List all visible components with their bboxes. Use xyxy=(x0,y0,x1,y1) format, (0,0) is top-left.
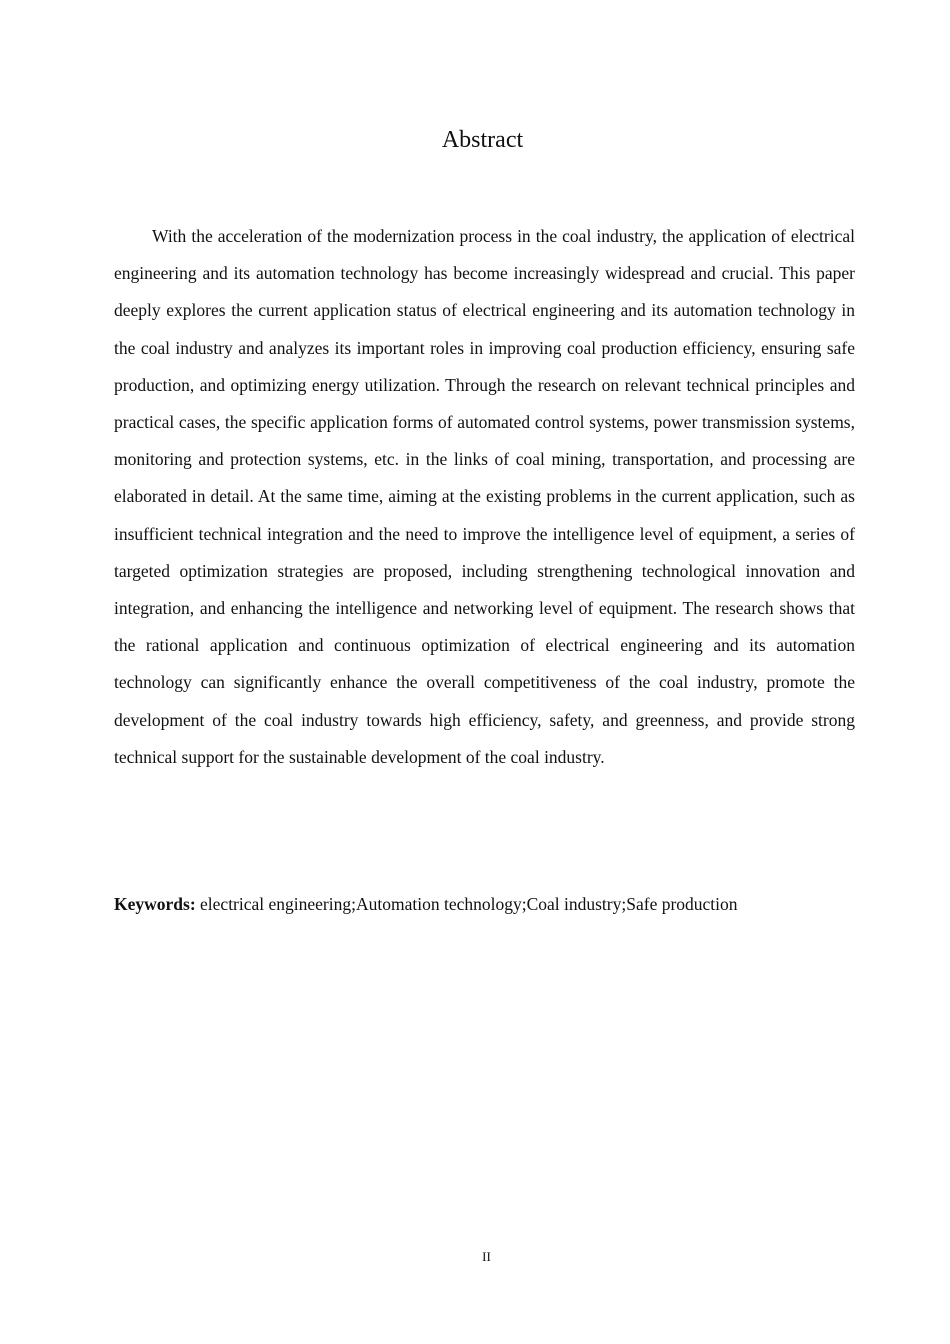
abstract-title: Abstract xyxy=(441,127,524,153)
keywords-label: Keywords: xyxy=(114,894,196,914)
page-number: II xyxy=(482,1249,491,1264)
abstract-body: With the acceleration of the modernization process in the coal industry, the application of electrical engineering and its automation technology has become increasingly widespread and crucial. This paper deeply explores the current application status of electrical engineering and its automation technology in the coal industry and analyzes its important roles in improving coal production efficiency, ensuring safe production, and optimizing energy utilization. Through the research on relevant technical principles and practical cases, the specific application forms of automated control systems, power transmission systems, monitoring and protection systems, etc. in the links of coal mining, transportation, and processing are elaborated in detail. At the same time, aiming at the existing problems in the current application, such as insufficient technical integration and the need to improve the intelligence level of equipment, a series of targeted optimization strategies are proposed, including strengthening technological innovation and integration, and enhancing the intelligence and networking level of equipment. The research shows that the rational application and continuous optimization of electrical engineering and its automation technology can significantly enhance the overall competitiveness of the coal industry, promote the development of the coal industry towards high efficiency, safety, and greenness, and provide strong technical support for the sustainable development of the coal industry. xyxy=(114,226,855,767)
keywords-list: electrical engineering;Automation technology;Coal industry;Safe production xyxy=(200,894,738,914)
keywords-line xyxy=(114,890,874,918)
